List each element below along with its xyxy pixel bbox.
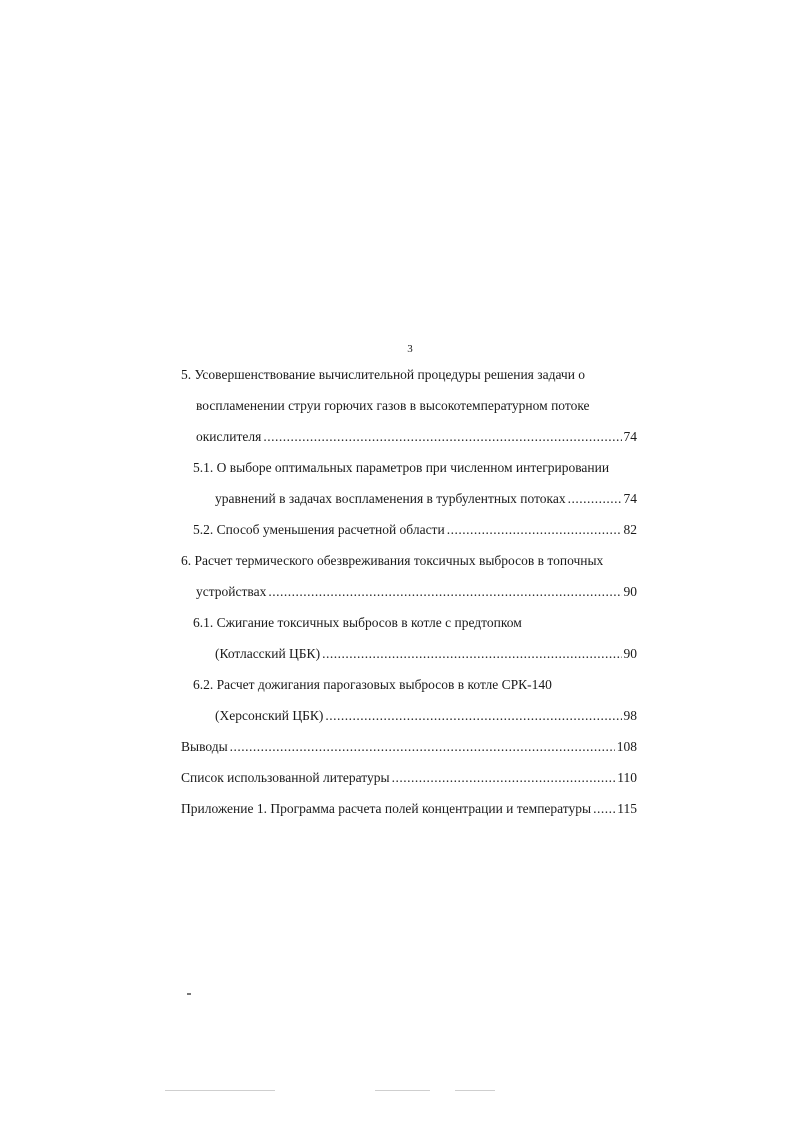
toc-line (215, 642, 637, 666)
dot-leader (263, 425, 621, 449)
toc-line (215, 704, 637, 728)
toc-line (181, 735, 637, 759)
scan-artifact-line (375, 1090, 430, 1091)
toc-page-number: 110 (617, 770, 637, 785)
toc-entry-text: устройствах (196, 584, 267, 599)
toc-entry-text: уравнений в задачах воспламенения в турбулентных потоках (215, 491, 566, 506)
toc-line (196, 580, 637, 604)
toc-entry-text: воспламенении струи горючих газов в высокотемпературном потоке (196, 398, 590, 413)
page-number: 3 (407, 343, 413, 355)
toc-line (181, 766, 637, 790)
toc-entry-text: Выводы (181, 739, 228, 754)
toc-line (193, 611, 522, 635)
toc-line (181, 363, 585, 387)
toc-line (196, 425, 637, 449)
dot-leader (447, 518, 622, 542)
scan-speck (187, 993, 191, 995)
dot-leader (230, 735, 615, 759)
toc-line (215, 487, 637, 511)
toc-entry-text: (Котласский ЦБК) (215, 646, 321, 661)
toc-entry-text: 6.1. Сжигание токсичных выбросов в котле с предтопком (193, 615, 522, 630)
toc-entry-text: Приложение 1. Программа расчета полей концентрации и температуры (181, 801, 592, 816)
scan-artifact-line (165, 1090, 275, 1091)
dot-leader (325, 704, 621, 728)
toc-page-number: 90 (623, 646, 637, 661)
toc-page-number: 90 (623, 584, 637, 599)
toc-line (196, 394, 590, 418)
dot-leader (392, 766, 616, 790)
toc-entry-text: 5.2. Способ уменьшения расчетной области (193, 522, 445, 537)
toc-page-number: 82 (623, 522, 637, 537)
dot-leader (568, 487, 622, 511)
toc-entry-text: 6.2. Расчет дожигания парогазовых выбросов в котле СРК-140 (193, 677, 552, 692)
toc-page-number: 115 (617, 801, 637, 816)
toc-line (181, 549, 603, 573)
toc-entry-text: 5. Усовершенствование вычислительной процедуры решения задачи о (181, 367, 586, 382)
toc-entry-text: 6. Расчет термического обезвреживания токсичных выбросов в топочных (181, 553, 604, 568)
table-of-contents (0, 361, 795, 831)
toc-line (193, 456, 609, 480)
toc-page-number: 74 (623, 429, 637, 444)
scan-artifact-line (455, 1090, 495, 1091)
toc-page-number: 98 (623, 708, 637, 723)
toc-line (193, 673, 552, 697)
toc-line (181, 797, 637, 821)
dot-leader (268, 580, 621, 604)
toc-line (193, 518, 637, 542)
toc-page-number: 108 (616, 739, 637, 754)
dot-leader (322, 642, 621, 666)
toc-entry-text: окислителя (196, 429, 262, 444)
toc-entry-text: (Херсонский ЦБК) (215, 708, 324, 723)
toc-page-number: 74 (623, 491, 637, 506)
toc-entry-text: 5.1. О выборе оптимальных параметров при численном интегрировании (193, 460, 610, 475)
toc-entry-text: Список использованной литературы (181, 770, 390, 785)
dot-leader (593, 797, 615, 821)
